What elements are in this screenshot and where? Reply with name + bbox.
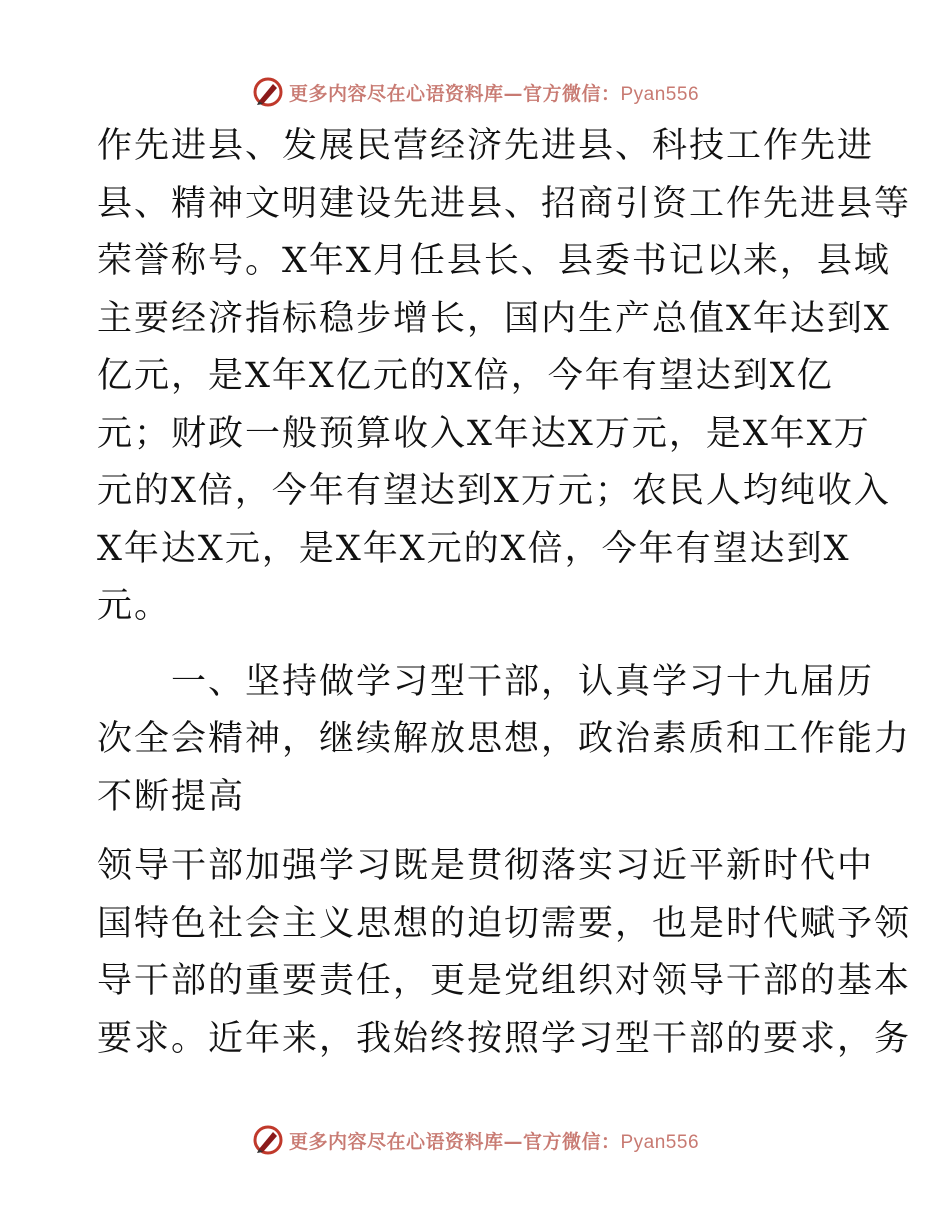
text-line: 荣誉称号。X年X月任县长、县委书记以来，县域: [97, 241, 891, 281]
heading-line: 不断提高: [97, 776, 246, 817]
header-watermark: [0, 72, 950, 112]
text-line: 导干部的重要责任，更是党组织对领导干部的基本: [97, 961, 912, 1001]
text-line: 国特色社会主义思想的迫切需要，也是时代赋予领: [97, 903, 912, 944]
text-line: 要求。近年来，我始终按照学习型干部的要求，务: [97, 1018, 912, 1059]
pen-logo-icon: [251, 1123, 285, 1157]
text-line: 县、精神文明建设先进县、招商引资工作先进县等: [97, 183, 912, 224]
text-line: 作先进县、发展民营经济先进县、科技工作先进: [97, 126, 875, 166]
document-body: [97, 118, 912, 1068]
watermark-text: 更多内容尽在心语资料库—官方微信：Pyan556: [288, 1130, 700, 1153]
text-line: 亿元，是X年X亿元的X倍，今年有望达到X亿: [97, 356, 834, 396]
watermark-text: 更多内容尽在心语资料库—官方微信：Pyan556: [288, 82, 700, 105]
paragraph-achievements: [97, 118, 912, 636]
text-line: 元的X倍，今年有望达到X万元；农民人均纯收入: [97, 471, 891, 511]
section-heading-one: [97, 654, 912, 827]
footer-watermark: [0, 1120, 950, 1160]
text-line: 元；财政一般预算收入X年达X万元，是X年X万: [97, 413, 871, 454]
heading-line: 一、坚持做学习型干部，认真学习十九届历: [97, 661, 875, 702]
text-line: 领导干部加强学习既是贯彻落实习近平新时代中: [97, 846, 875, 886]
pen-logo-icon: [251, 75, 285, 109]
text-line: 主要经济指标稳步增长，国内生产总值X年达到X: [97, 298, 891, 339]
text-line: X年达X元，是X年X元的X倍，今年有望达到X: [97, 528, 851, 569]
text-line: 元。: [97, 586, 172, 626]
paragraph-learning: [97, 838, 912, 1068]
heading-line: 次全会精神，继续解放思想，政治素质和工作能力: [97, 719, 912, 759]
